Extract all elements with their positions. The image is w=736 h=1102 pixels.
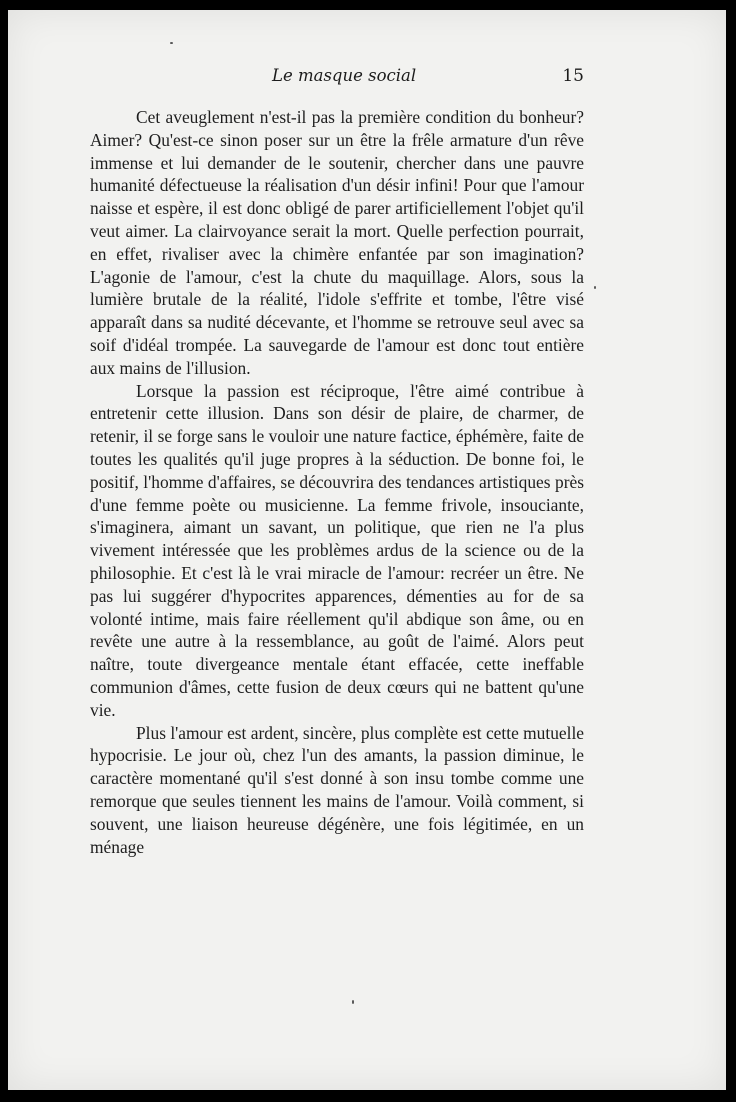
paragraph: Lorsque la passion est réciproque, l'être aimé contribue à entretenir cette illusion. Dans son désir de plaire, de charmer, de retenir, il se forge sans le vouloir une nature factice, éphémère, faite de toutes les qualités qu'il juge propres à la séduction. De bonne foi, le positif, l'homme d'affaires, se découvrira des tendances artistiques près d'une femme poète ou musicienne. La femme frivole, insouciante, s'imaginera, aimant un savant, un politique, que rien ne l'a plus vivement intéressée que les problèmes ardus de la science ou de la philosophie. Et c'est là le vrai miracle de l'amour: recréer un être. Ne pas lui suggérer d'hypocrites apparences, démenties au for de sa volonté intime, mais faire réellement qu'il abdique son âme, ou en revête une autre à la ressemblance, au goût de l'aimé. Alors peut naître, toute divergeance mentale étant effacée, cette ineffable communion d'âmes, cette fusion de deux cœurs qui ne battent qu'une vie. xyxy=(90,380,584,720)
paper-speck xyxy=(352,1000,354,1004)
page-header xyxy=(90,60,584,90)
page-number: 15 xyxy=(562,66,584,86)
body-text xyxy=(90,106,584,858)
paragraph: Cet aveuglement n'est-il pas la première condition du bonheur? Aimer? Qu'est-ce sinon poser sur un être la frêle armature d'un rêve immense et lui demander de le soutenir, chercher dans une pauvre humanité défectueuse la réalisation d'un désir infini! Pour que l'amour naisse et espère, il est donc obligé de parer artificiellement l'objet qu'il veut aimer. La clairvoyance serait la mort. Quelle perfection pourrait, en effet, rivaliser avec la chimère enfantée par son imagination? L'agonie de l'amour, c'est la chute du maquillage. Alors, sous la lumière brutale de la réalité, l'idole s'effrite et tombe, l'être visé apparaît dans sa nudité décevante, et l'homme se retrouve seul avec sa soif d'idéal trompée. La sauvegarde de l'amour est donc tout entière aux mains de l'illusion. xyxy=(90,107,584,378)
paper-speck xyxy=(170,42,173,44)
book-page xyxy=(8,10,726,1090)
paper-speck xyxy=(594,286,596,289)
paragraph: Plus l'amour est ardent, sincère, plus complète est cette mutuelle hypocrisie. Le jour où, chez l'un des amants, la passion diminue, le caractère momentané qu'il s'est donné à son insu tombe comme une remorque que seules tiennent les mains de l'amour. Voilà comment, si souvent, une liaison heureuse dégénère, une fois légitimée, en un ménage xyxy=(90,722,584,857)
running-title: Le masque social xyxy=(272,66,417,85)
